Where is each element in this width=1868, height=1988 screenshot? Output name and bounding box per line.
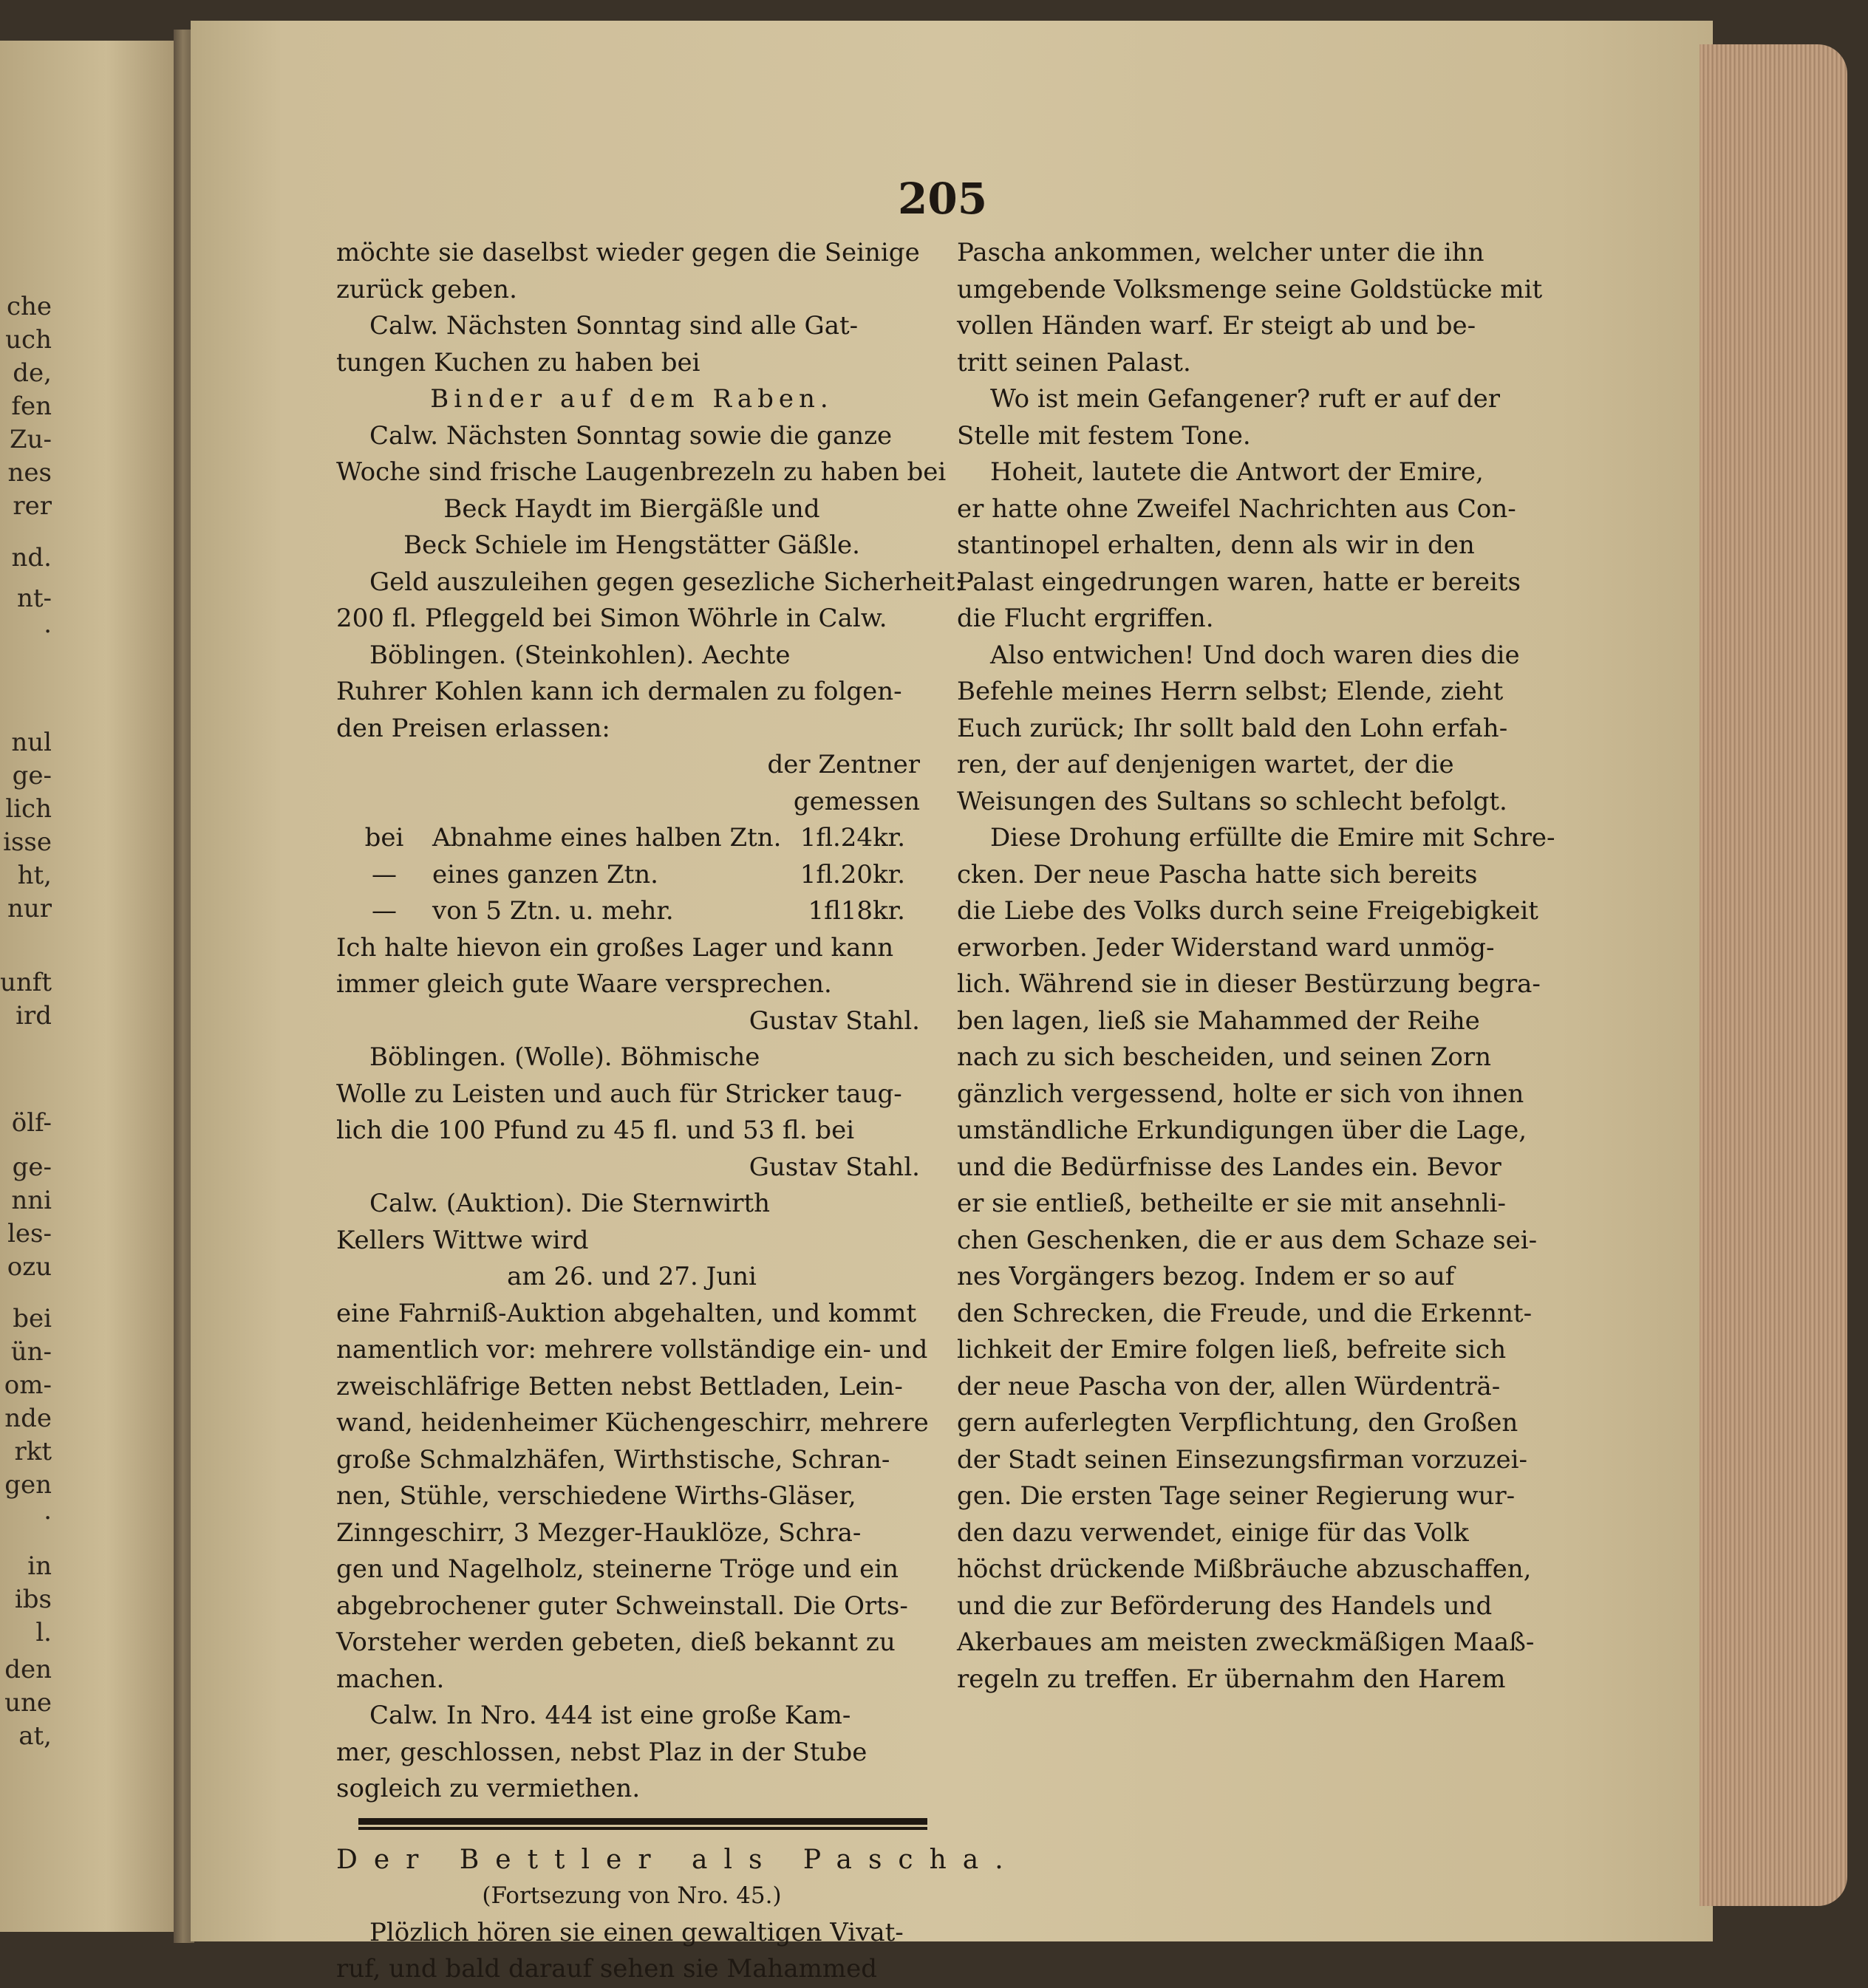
text-line: nen, Stühle, verschiedene Wirths-Gläser, — [336, 1481, 856, 1511]
margin-fragment: rer — [13, 491, 52, 521]
margin-fragment: che — [6, 292, 52, 321]
text-line: Wo ist mein Gefangener? ruft er auf der — [990, 384, 1500, 414]
price-row — [336, 820, 927, 857]
text-line: große Schmalzhäfen, Wirthstische, Schran- — [336, 1444, 890, 1475]
margin-fragment: ölf- — [11, 1108, 52, 1138]
story-opening — [336, 1915, 927, 1988]
margin-fragment: de, — [13, 358, 52, 388]
right-column — [957, 235, 1555, 1698]
margin-fragment: at, — [18, 1721, 52, 1751]
price-label: Abnahme eines halben Ztn. — [432, 823, 782, 853]
text-line: vollen Händen warf. Er steigt ab und be- — [957, 311, 1476, 341]
margin-fragment: nes — [7, 458, 52, 488]
text-line: Calw. In Nro. 444 ist eine große Kam- — [369, 1701, 851, 1730]
text-line: den Preisen erlassen: — [336, 713, 610, 743]
text-line: umständliche Erkundigungen über die Lage, — [957, 1116, 1527, 1145]
text-line: Stelle mit festem Tone. — [957, 420, 1251, 451]
text-line: Ruhrer Kohlen kann ich dermalen zu folgen- — [336, 677, 902, 706]
margin-fragment: · — [44, 1503, 52, 1533]
section-divider — [358, 1818, 927, 1827]
story-heading: Der Bettler als Pascha. — [336, 1844, 1020, 1875]
text-line: Akerbaues am meisten zweckmäßigen Maaß- — [957, 1627, 1535, 1657]
margin-fragment: Zu- — [9, 425, 52, 454]
text-line: Wolle zu Leisten und auch für Stricker taug- — [336, 1079, 902, 1109]
left-column-notices — [336, 235, 964, 820]
text-line: Binder auf dem Raben. — [430, 384, 834, 414]
text-line: Geld auszuleihen gegen gesezliche Sicherheit: — [369, 567, 964, 597]
text-line: Pascha ankommen, welcher unter die ihn — [957, 238, 1484, 267]
text-line: den dazu verwendet, einige für das Volk — [957, 1517, 1469, 1548]
margin-fragment: isse — [3, 827, 52, 857]
margin-fragment: ge- — [12, 761, 52, 790]
margin-fragment: uch — [5, 325, 52, 355]
text-line: Calw. Nächsten Sonntag sind alle Gat- — [369, 311, 859, 341]
text-line: wand, heidenheimer Küchengeschirr, mehrere — [336, 1408, 929, 1438]
margin-fragment: ird — [16, 1001, 52, 1031]
margin-fragment: l. — [35, 1618, 52, 1647]
text-line: und die Bedürfnisse des Landes ein. Bevor — [957, 1152, 1501, 1182]
text-line: Zinngeschirr, 3 Mezger-Hauklöze, Schra- — [336, 1517, 862, 1548]
text-line: tungen Kuchen zu haben bei — [336, 347, 700, 378]
text-line: er hatte ohne Zweifel Nachrichten aus Con- — [957, 493, 1516, 524]
text-line: gänzlich vergessend, holte er sich von ihnen — [957, 1079, 1524, 1109]
margin-fragment: · — [44, 617, 52, 646]
text-line: mer, geschlossen, nebst Plaz in der Stube — [336, 1737, 867, 1767]
text-line: gern auferlegten Verpflichtung, den Großen — [957, 1408, 1518, 1438]
text-line: Euch zurück; Ihr sollt bald den Lohn erfah- — [957, 713, 1508, 743]
text-line: nach zu sich bescheiden, und seinen Zorn — [957, 1042, 1492, 1072]
text-line: Palast eingedrungen waren, hatte er bereits — [957, 567, 1521, 597]
margin-fragment: unft — [0, 968, 52, 997]
price-prefix: — — [372, 859, 397, 889]
text-line: der Zentner — [767, 750, 920, 779]
left-column-notices-continued — [336, 930, 927, 1808]
text-line: Böblingen. (Steinkohlen). Aechte — [369, 640, 791, 670]
text-line: cken. Der neue Pascha hatte sich bereits — [957, 859, 1478, 889]
text-line: der Stadt seinen Einsezungsfirman vorzuzei- — [957, 1444, 1527, 1475]
text-line: der neue Pascha von der, allen Würdenträ- — [957, 1371, 1501, 1401]
text-line: ruf, und bald darauf sehen sie Mahammed — [336, 1954, 877, 1984]
price-row — [336, 893, 927, 930]
coal-price-table — [336, 820, 927, 930]
text-line: Hoheit, lautete die Antwort der Emire, — [990, 457, 1484, 487]
text-line: Gustav Stahl. — [749, 1005, 920, 1036]
margin-fragment: in — [27, 1551, 52, 1581]
text-line: Plözlich hören sie einen gewaltigen Vivat- — [369, 1917, 904, 1947]
text-line: namentlich vor: mehrere vollständige ein- und — [336, 1335, 928, 1364]
margin-fragment: rkt — [14, 1437, 52, 1466]
text-line: ben lagen, ließ sie Mahammed der Reihe — [957, 1005, 1480, 1036]
text-line: gemessen — [793, 786, 920, 816]
margin-fragment: den — [4, 1655, 52, 1684]
price-label: eines ganzen Ztn. — [432, 859, 658, 889]
text-line: Befehle meines Herrn selbst; Elende, zieht — [957, 677, 1504, 706]
text-line: Calw. Nächsten Sonntag sowie die ganze — [369, 420, 893, 451]
text-line: abgebrochener guter Schweinstall. Die Orts- — [336, 1591, 908, 1621]
text-line: umgebende Volksmenge seine Goldstücke mit — [957, 274, 1543, 304]
margin-fragment: nt- — [16, 584, 52, 613]
text-line: den Schrecken, die Freude, und die Erkennt- — [957, 1298, 1533, 1328]
text-line: stantinopel erhalten, denn als wir in den — [957, 530, 1475, 560]
text-line: die Flucht ergriffen. — [957, 604, 1214, 633]
text-line: die Liebe des Volks durch seine Freigebigkeit — [957, 896, 1538, 926]
margin-fragment: gen — [4, 1470, 52, 1500]
price-price: 1fl.20kr. — [800, 859, 905, 889]
page-number: 205 — [898, 174, 988, 224]
text-line: immer gleich gute Waare versprechen. — [336, 969, 832, 999]
margin-fragment: ozu — [7, 1252, 52, 1282]
text-line: und die zur Beförderung des Handels und — [957, 1591, 1493, 1621]
text-line: Calw. (Auktion). Die Sternwirth — [369, 1189, 771, 1218]
text-line: Kellers Wittwe wird — [336, 1225, 589, 1255]
text-line: gen und Nagelholz, steinerne Tröge und ein — [336, 1554, 899, 1584]
text-line: lich. Während sie in dieser Bestürzung begra- — [957, 969, 1541, 999]
text-line: eine Fahrniß-Auktion abgehalten, und kommt — [336, 1298, 917, 1328]
text-line: Woche sind frische Laugenbrezeln zu haben bei — [336, 457, 947, 487]
text-line: chen Geschenken, die er aus dem Schaze sei- — [957, 1225, 1538, 1255]
margin-fragment: ibs — [14, 1585, 52, 1614]
story-continuation — [957, 235, 1555, 1698]
text-line: Diese Drohung erfüllte die Emire mit Schre- — [990, 823, 1555, 853]
margin-fragment: les- — [7, 1219, 52, 1249]
margin-fragment: une — [4, 1688, 52, 1718]
price-price: 1fl.24kr. — [800, 823, 905, 853]
margin-fragment: ün- — [10, 1337, 52, 1367]
story-subheading: (Fortsezung von Nro. 45.) — [482, 1882, 782, 1909]
margin-fragment: om- — [4, 1370, 52, 1400]
text-line: höchst drückende Mißbräuche abzuschaffen, — [957, 1554, 1532, 1584]
text-line: Ich halte hievon ein großes Lager und kann — [336, 932, 894, 963]
text-line: am 26. und 27. Juni — [507, 1262, 757, 1291]
text-line: Weisungen des Sultans so schlecht befolgt. — [957, 786, 1507, 816]
text-line: 200 fl. Pfleggeld bei Simon Wöhrle in Calw. — [336, 604, 887, 633]
price-prefix: bei — [364, 823, 404, 853]
text-line: Also entwichen! Und doch waren dies die — [990, 640, 1520, 670]
text-line: gen. Die ersten Tage seiner Regierung wur- — [957, 1481, 1516, 1511]
text-line: machen. — [336, 1664, 445, 1694]
margin-fragment: nde — [4, 1404, 52, 1433]
text-line: er sie entließ, betheilte er sie mit ansehnli- — [957, 1189, 1507, 1218]
text-line: lichkeit der Emire folgen ließ, befreite sich — [957, 1335, 1507, 1364]
price-prefix: — — [372, 896, 397, 926]
left-page — [0, 41, 177, 1932]
margin-fragment: nur — [7, 894, 52, 923]
margin-fragment: ge- — [12, 1152, 52, 1182]
margin-fragment: ht, — [17, 861, 52, 890]
price-price: 1fl18kr. — [808, 896, 905, 926]
text-line: Böblingen. (Wolle). Böhmische — [369, 1042, 760, 1072]
text-line: möchte sie daselbst wieder gegen die Seinige — [336, 238, 920, 267]
text-line: erworben. Jeder Widerstand ward unmög- — [957, 932, 1495, 963]
text-line: Gustav Stahl. — [749, 1152, 920, 1182]
text-line: Vorsteher werden gebeten, dieß bekannt zu — [336, 1627, 896, 1657]
margin-fragment: nul — [11, 728, 52, 757]
text-line: regeln zu treffen. Er übernahm den Harem — [957, 1664, 1506, 1694]
page-edges — [1700, 44, 1847, 1906]
margin-fragment: lich — [5, 794, 52, 824]
text-line: zweischläfrige Betten nebst Bettladen, Lein- — [336, 1371, 903, 1401]
text-line: lich die 100 Pfund zu 45 fl. und 53 fl. bei — [336, 1116, 855, 1145]
text-line: sogleich zu vermiethen. — [336, 1774, 641, 1803]
text-line: nes Vorgängers bezog. Indem er so auf — [957, 1262, 1455, 1291]
margin-fragment: nd. — [11, 543, 52, 573]
text-line: Beck Haydt im Biergäßle und — [443, 493, 820, 524]
left-column — [336, 235, 1020, 1988]
price-row — [336, 857, 927, 894]
text-line: ren, der auf denjenigen wartet, der die — [957, 750, 1454, 779]
text-line: Beck Schiele im Hengstätter Gäßle. — [403, 530, 860, 560]
text-line: tritt seinen Palast. — [957, 347, 1191, 378]
price-label: von 5 Ztn. u. mehr. — [432, 896, 674, 926]
margin-fragment: fen — [11, 392, 52, 421]
text-line: zurück geben. — [336, 274, 517, 304]
margin-fragment: nni — [11, 1186, 52, 1215]
margin-fragment: bei — [13, 1304, 52, 1333]
